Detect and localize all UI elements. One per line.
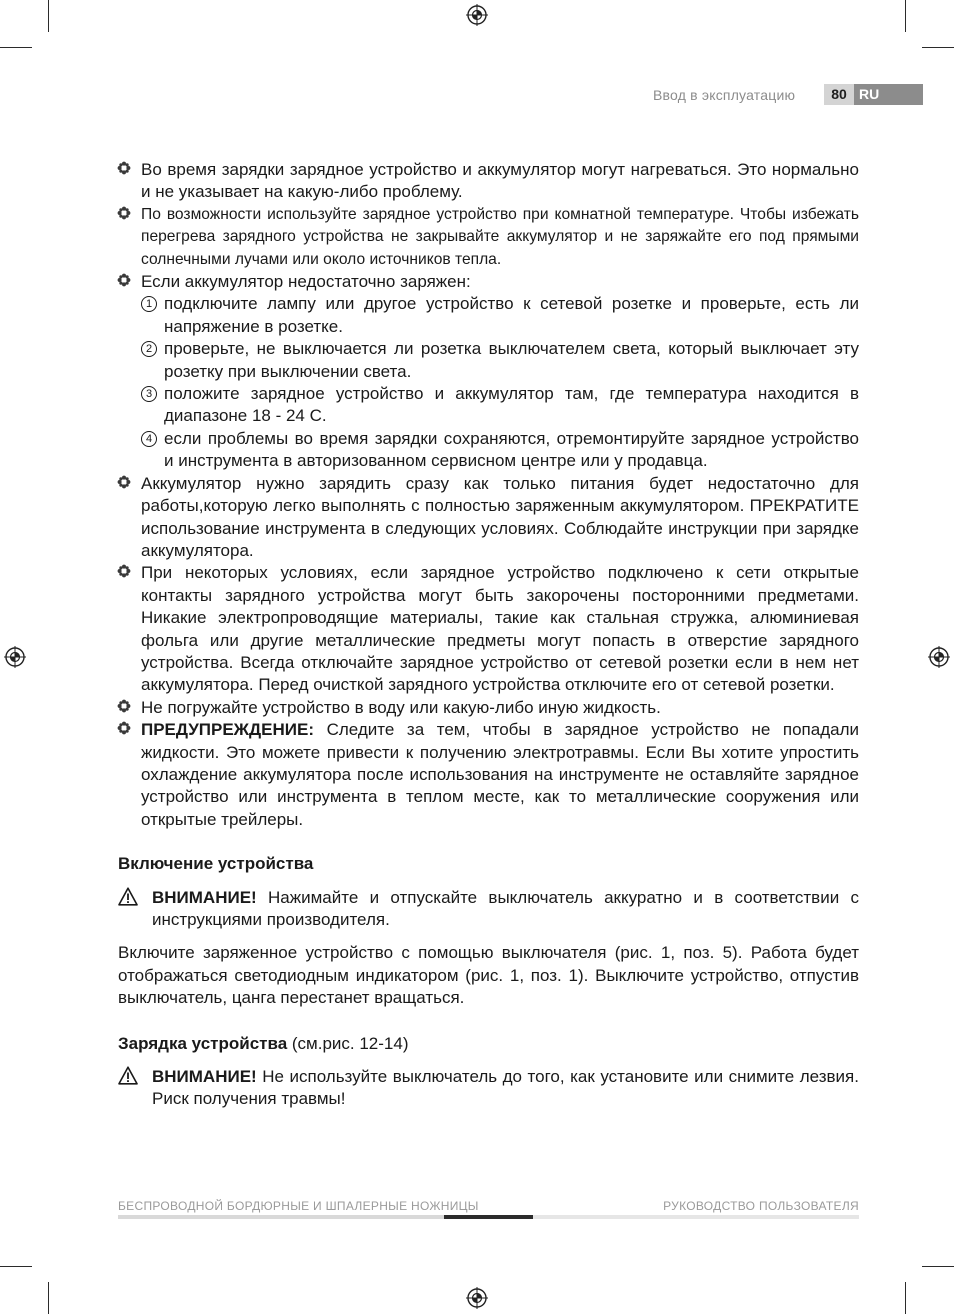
warning-triangle-icon xyxy=(118,1066,138,1085)
bullet-list xyxy=(118,159,859,831)
warning-text: Следите за тем, чтобы в зарядное устройство не попадали жидкости. Это можете привести к получению электротравмы. Если Вы хотите упростить охлаждение аккумулятора после использования на инструменте не оставляйте зарядное устройство или инструмента в теплом месте, как то металлические сооружения или открытые трейлеры. xyxy=(141,720,859,829)
warning-text: Не используйте выключатель до того, как установите или снимите лезвия. Риск получения травмы! xyxy=(152,1067,859,1109)
crop-mark xyxy=(0,1266,32,1267)
crop-mark xyxy=(922,47,954,48)
main-content xyxy=(118,159,859,1111)
asterisk-flower-icon xyxy=(117,273,131,287)
warning-triangle-icon xyxy=(118,887,138,906)
list-item-text: Не погружайте устройство в воду или какую-либо иную жидкость. xyxy=(141,697,661,717)
list-item-text: Если аккумулятор недостаточно заряжен: xyxy=(141,272,471,292)
footer-rule xyxy=(533,1215,859,1219)
list-item xyxy=(118,271,859,473)
list-item xyxy=(118,719,859,831)
crop-mark xyxy=(905,1282,906,1314)
list-item xyxy=(118,562,859,696)
list-item xyxy=(118,697,859,719)
step-text: проверьте, не выключается ли розетка выключателем света, который выключает эту розетку при выключении света. xyxy=(164,339,859,381)
crop-mark xyxy=(922,1266,954,1267)
list-item xyxy=(118,159,859,204)
section-heading-charging xyxy=(118,1033,859,1055)
language-badge: RU xyxy=(854,84,923,105)
warning-label: ПРЕДУПРЕЖДЕНИЕ: xyxy=(141,720,314,740)
step-item xyxy=(141,293,859,338)
list-item xyxy=(118,473,859,563)
warning-block xyxy=(118,887,859,932)
list-item-text: При некоторых условиях, если зарядное устройство подключено к сети открытые контакты зарядного устройства могут быть закорочены посторонними предметами. Никакие электропроводящие материалы, такие как стальная стружка, алюминиевая фольга или другие металлические предметы могут попасть в отверстие зарядного устройства. Всегда отключайте зарядное устройство от сетевой розетки если в нем нет аккумулятора. Перед очисткой зарядного устройства отключите его от сетевой розетки. xyxy=(141,563,859,695)
list-item-text: По возможности используйте зарядное устройство при комнатной температуре. Чтобы избежать перегрева зарядного устройства не закрывайте аккумулятор и не заряжайте его под прямыми солнечными лучами или около источников тепла. xyxy=(141,205,859,268)
asterisk-flower-icon xyxy=(117,564,131,578)
footer-manual-title: РУКОВОДСТВО ПОЛЬЗОВАТЕЛЯ xyxy=(663,1199,859,1213)
footer-product-title: БЕСПРОВОДНОЙ БОРДЮРНЫЕ И ШПАЛЕРНЫЕ НОЖНИЦЫ xyxy=(118,1199,479,1213)
step-text: если проблемы во время зарядки сохраняются, отремонтируйте зарядное устройство и инструмента в авторизованном сервисном центре или у продавца. xyxy=(164,428,859,471)
asterisk-flower-icon xyxy=(117,206,131,220)
registration-mark-icon xyxy=(466,4,488,26)
step-list xyxy=(141,293,859,472)
step-item xyxy=(141,428,859,473)
paragraph: Включите заряженное устройство с помощью выключателя (рис. 1, поз. 5). Работа будет отображаться светодиодным индикатором (рис. 1, поз. 1). Выключите устройство, отпустив выключатель, цанга перестанет вращаться. xyxy=(118,943,859,1008)
registration-mark-icon xyxy=(466,1287,488,1309)
step-number: 2 xyxy=(141,341,157,357)
list-item-text: Во время зарядки зарядное устройство и аккумулятор могут нагреваться. Это нормально и не указывает на какую-либо проблему. xyxy=(141,160,859,202)
header-section-title: Ввод в эксплуатацию xyxy=(653,87,796,103)
crop-mark xyxy=(0,47,32,48)
step-text: положите зарядное устройство и аккумулятор там, где температура находится в диапазоне 18 - 24 C. xyxy=(164,384,859,426)
list-item-text: Аккумулятор нужно зарядить сразу как только питания будет недостаточно для работы,которую легко выполнять с полностью заряженным аккумулятором. ПРЕКРАТИТЕ использование инструмента в следующих условиях. Соблюдайте инструкции при зарядке аккумулятора. xyxy=(141,473,859,560)
warning-label: ВНИМАНИЕ! xyxy=(152,1067,257,1087)
warning-text: Нажимайте и отпускайте выключатель аккуратно и в соответствии с инструкциями производителя. xyxy=(152,887,859,929)
registration-mark-icon xyxy=(4,646,26,668)
footer-rule xyxy=(444,1215,533,1219)
crop-mark xyxy=(48,0,49,32)
footer-rule xyxy=(118,1215,444,1219)
page-number: 80 xyxy=(824,84,854,105)
section-heading-switch-on: Включение устройства xyxy=(118,854,314,874)
section-heading-text: Зарядка устройства xyxy=(118,1033,288,1053)
step-number: 1 xyxy=(141,296,157,312)
warning-label: ВНИМАНИЕ! xyxy=(152,887,257,907)
asterisk-flower-icon xyxy=(117,699,131,713)
list-item xyxy=(118,204,859,271)
crop-mark xyxy=(905,0,906,32)
step-number: 4 xyxy=(141,431,157,447)
section-heading-ref: (см.рис. 12-14) xyxy=(287,1033,409,1053)
step-item xyxy=(141,338,859,383)
step-item xyxy=(141,383,859,428)
crop-mark xyxy=(48,1282,49,1314)
asterisk-flower-icon xyxy=(117,721,131,735)
step-number: 3 xyxy=(141,386,157,402)
registration-mark-icon xyxy=(928,646,950,668)
warning-block xyxy=(118,1066,859,1111)
step-text: подключите лампу или другое устройство к сетевой розетке и проверьте, есть ли напряжение в розетке. xyxy=(164,294,859,336)
asterisk-flower-icon xyxy=(117,161,131,175)
asterisk-flower-icon xyxy=(117,475,131,489)
